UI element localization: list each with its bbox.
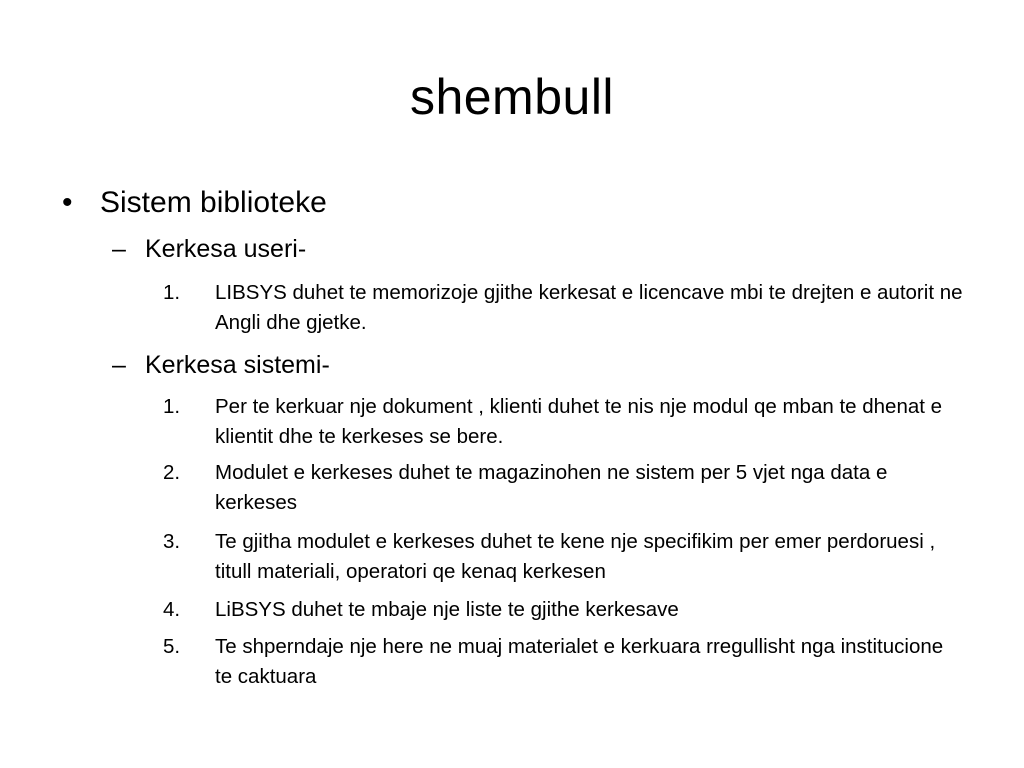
list-item [163, 632, 963, 692]
list-text: Per te kerkuar nje dokument , klienti duhet te nis nje modul qe mban te dhenat e klientit dhe te kerkeses se bere. [215, 395, 943, 448]
subheading-text: Kerkesa useri- [145, 235, 307, 263]
list-number: 1. [163, 395, 181, 418]
list-number: 5. [163, 635, 181, 658]
bullet-item-sistem-biblioteke [62, 182, 982, 224]
slide-title: shembull [409, 69, 615, 125]
list-number: 4. [163, 598, 181, 621]
list-item [163, 392, 963, 452]
list-number: 2. [163, 461, 181, 484]
bullet-icon: • [62, 186, 73, 219]
list-text: LiBSYS duhet te mbaje nje liste te gjithe kerkesave [215, 598, 679, 621]
bullet-text: Sistem biblioteke [100, 186, 327, 219]
list-text: Modulet e kerkeses duhet te magazinohen ne sistem per 5 vjet nga data e kerkeses [215, 461, 888, 514]
list-text: LIBSYS duhet te memorizoje gjithe kerkesat e licencave mbi te drejten e autorit ne Angli dhe gjetke. [215, 281, 963, 334]
list-item [163, 278, 963, 338]
list-number: 3. [163, 530, 181, 553]
list-number: 1. [163, 281, 181, 304]
dash-icon: – [112, 235, 126, 263]
list-item [163, 527, 963, 587]
dash-icon: – [112, 351, 126, 379]
list-item [163, 595, 963, 625]
subheading-kerkesa-sistemi [112, 348, 982, 382]
list-item [163, 458, 963, 518]
list-text: Te gjitha modulet e kerkeses duhet te kene nje specifikim per emer perdoruesi , titull materiali, operatori qe kenaq kerkesen [215, 530, 936, 583]
subheading-kerkesa-useri [112, 232, 982, 266]
subheading-text: Kerkesa sistemi- [145, 351, 330, 379]
list-text: Te shperndaje nje here ne muaj materialet e kerkuara rregullisht nga institucione te caktuara [215, 635, 944, 688]
